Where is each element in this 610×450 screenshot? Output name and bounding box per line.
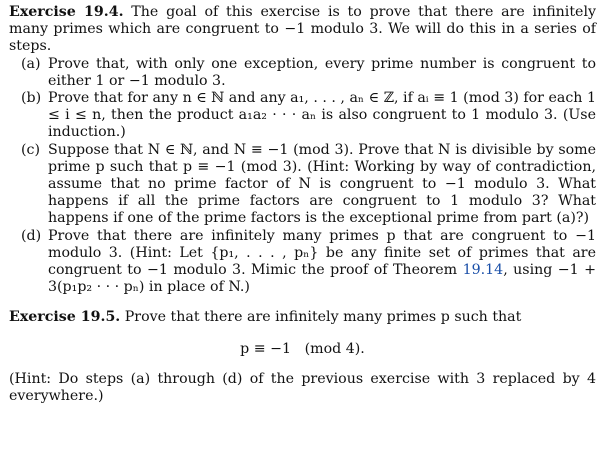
exercise-19-4-intro xyxy=(9,4,596,56)
exercise-19-4-intro-text: The goal of this exercise is to prove that there are infinitely many primes which are congruent to −1 modulo 3. We will do this in a series of steps. xyxy=(9,4,596,55)
exercise-19-5-hint: (Hint: Do steps (a) through (d) of the previous exercise with 3 replaced by 4 everywhere.) xyxy=(9,370,596,405)
exercise-19-5-intro-text: Prove that there are infinitely many primes p such that xyxy=(124,309,522,326)
exercise-19-5-label: Exercise 19.5. xyxy=(9,309,121,326)
exercise-19-4-label: Exercise 19.4. xyxy=(9,4,124,20)
part-b-tag: (b) xyxy=(21,90,42,107)
part-a xyxy=(9,56,596,90)
part-d xyxy=(9,228,596,297)
part-b xyxy=(9,90,596,142)
part-c xyxy=(9,142,596,228)
exercise-19-4-parts xyxy=(9,56,596,297)
part-b-text: Prove that for any n ∈ ℕ and any a₁, . . . , aₙ ∈ ℤ, if aᵢ ≡ 1 (mod 3) for each 1 ≤ i ≤ n, then the product a₁a₂ · · · aₙ is also congruent to 1 modulo 3. (Use induction.) xyxy=(48,90,596,141)
part-d-text-after: , using −1 + 3(p₁p₂ · · · pₙ) in place of N.) xyxy=(48,262,596,296)
part-c-tag: (c) xyxy=(21,141,41,158)
part-c-text: Suppose that N ∈ ℕ, and N ≡ −1 (mod 3). Prove that N is divisible by some prime p such that p ≡ −1 (mod 3). (Hint: Working by way of contradiction, assume that no prime factor of N is congruent to −1 modulo 3. What happens if all the prime factors are congruent to 1 modulo 3? What happens if one of the prime factors is the exceptional prime from part (a)?) xyxy=(48,141,596,227)
part-a-tag: (a) xyxy=(21,55,41,72)
theorem-19-14-link[interactable]: 19.14 xyxy=(462,262,504,279)
exercise-19-5-intro xyxy=(9,309,596,326)
part-a-text: Prove that, with only one exception, every prime number is congruent to either 1 or −1 modulo 3. xyxy=(48,55,596,89)
part-d-text-before: Prove that there are infinitely many primes p that are congruent to −1 modulo 3. (Hint: Let {p₁, . . . , pₙ} be any finite set of primes that are congruent to −1 modulo 3. Mimic the proof of Theorem xyxy=(48,227,596,279)
display-equation: p ≡ −1 (mod 4). xyxy=(240,340,365,357)
part-d-tag: (d) xyxy=(21,227,42,244)
